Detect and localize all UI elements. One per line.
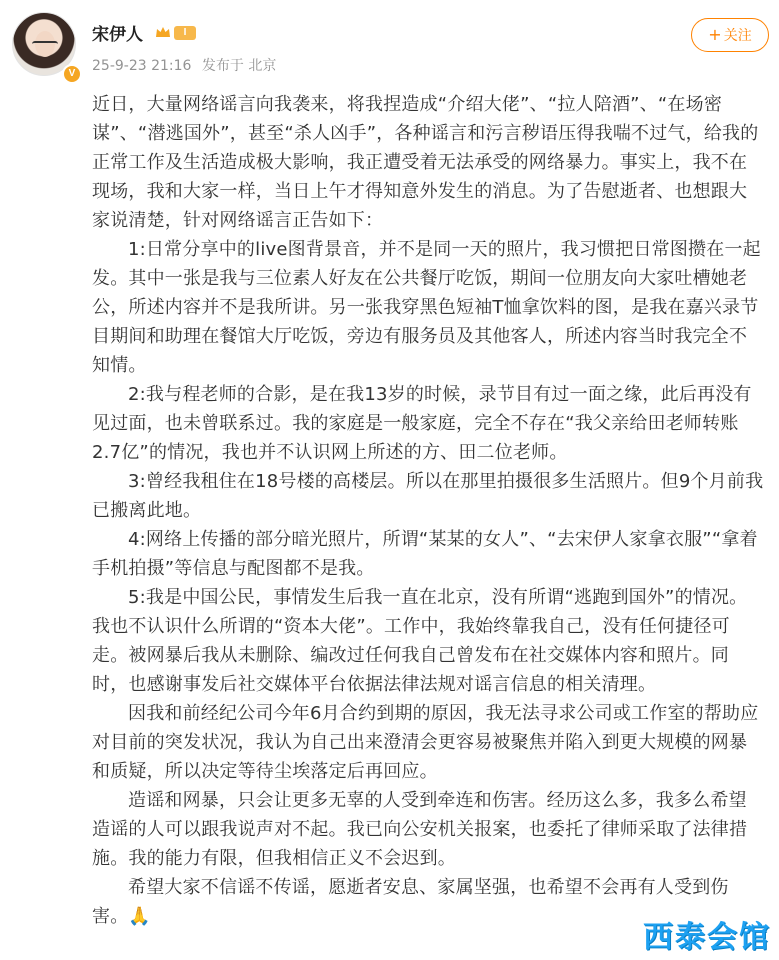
post-meta (92, 55, 282, 75)
post-source: 发布于 北京 (201, 58, 277, 74)
post-content (92, 90, 764, 931)
paragraph-point-1: 1:日常分享中的live图背景音，并不是同一天的照片，我习惯把日常图攒在一起发。其中一张是我与三位素人好友在公共餐厅吃饭，期间一位朋友向大家吐槽她老公，所述内容并不是我所讲。另一张我穿黑色短袖T恤拿饮料的图，是我在嘉兴录节目期间和助理在餐馆大厅吃饭，旁边有服务员及其他客人，所述内容当时我完全不知情。 (92, 239, 761, 376)
paragraph-rumor: 造谣和网暴，只会让更多无辜的人受到牵连和伤害。经历这么多，我多么希望造谣的人可以跟我说声对不起。我已向公安机关报案，也委托了律师采取了法律措施。我的能力有限，但我相信正义不会迟到。 (92, 790, 748, 869)
paragraph-closing: 希望大家不信谣不传谣，愿逝者安息、家属坚强，也希望不会再有人受到伤害。🙏 (92, 877, 729, 927)
follow-button[interactable] (691, 18, 769, 52)
paragraph-point-4: 4:网络上传播的部分暗光照片，所谓“某某的女人”、“去宋伊人家拿衣服”“拿着手机拍摄”等信息与配图都不是我。 (92, 529, 758, 579)
plus-icon: + (708, 25, 722, 44)
paragraph-point-3: 3:曾经我租住在18号楼的高楼层。所以在那里拍摄很多生活照片。但9个月前我已搬离此地。 (92, 471, 764, 521)
paragraph-point-5: 5:我是中国公民，事情发生后我一直在北京，没有所谓“逃跑到国外”的情况。我也不认识什么所谓的“资本大佬”。工作中，我始终靠我自己，没有任何捷径可走。被网暴后我从未删除、编改过任何我自己曾发布在社交媒体内容和照片。同时，也感谢事发后社交媒体平台依据法律法规对谣言信息的相关清理。 (92, 587, 748, 695)
post-time: 25-9-23 21:16 (92, 58, 192, 74)
paragraph-contract: 因我和前经纪公司今年6月合约到期的原因，我无法寻求公司或工作室的帮助应对目前的突发状况，我认为自己出来澄清会更容易被聚焦并陷入到更大规模的网暴和质疑，所以决定等待尘埃落定后再回应。 (92, 703, 759, 782)
crown-icon (155, 25, 171, 39)
post-header (0, 0, 779, 90)
author-name[interactable]: 宋伊人 (92, 25, 143, 45)
paragraph-point-2: 2:我与程老师的合影，是在我13岁的时候，录节目有过一面之缘，此后再没有见过面，也未曾联系过。我的家庭是一般家庭，完全不存在“我父亲给田老师转账2.7亿”的情况，我也并不认识网上所述的方、田二位老师。 (92, 384, 752, 463)
follow-label: 关注 (723, 28, 752, 44)
paragraph-intro: 近日，大量网络谣言向我袭来，将我捏造成“介绍大佬”、“拉人陪酒”、“在场密谋”、“潜逃国外”，甚至“杀人凶手”，各种谣言和污言秽语压得我喘不过气，给我的正常工作及生活造成极大影响，我正遭受着无法承受的网络暴力。事实上，我不在现场，我和大家一样，当日上午才得知意外发生的消息。为了告慰逝者、也想跟大家说清楚，针对网络谣言正告如下： (92, 94, 759, 231)
level-badge: I (174, 26, 196, 40)
verified-badge-icon: V (62, 64, 82, 84)
avatar-glasses (32, 41, 58, 49)
watermark-logo: 西泰会馆 (643, 920, 771, 955)
